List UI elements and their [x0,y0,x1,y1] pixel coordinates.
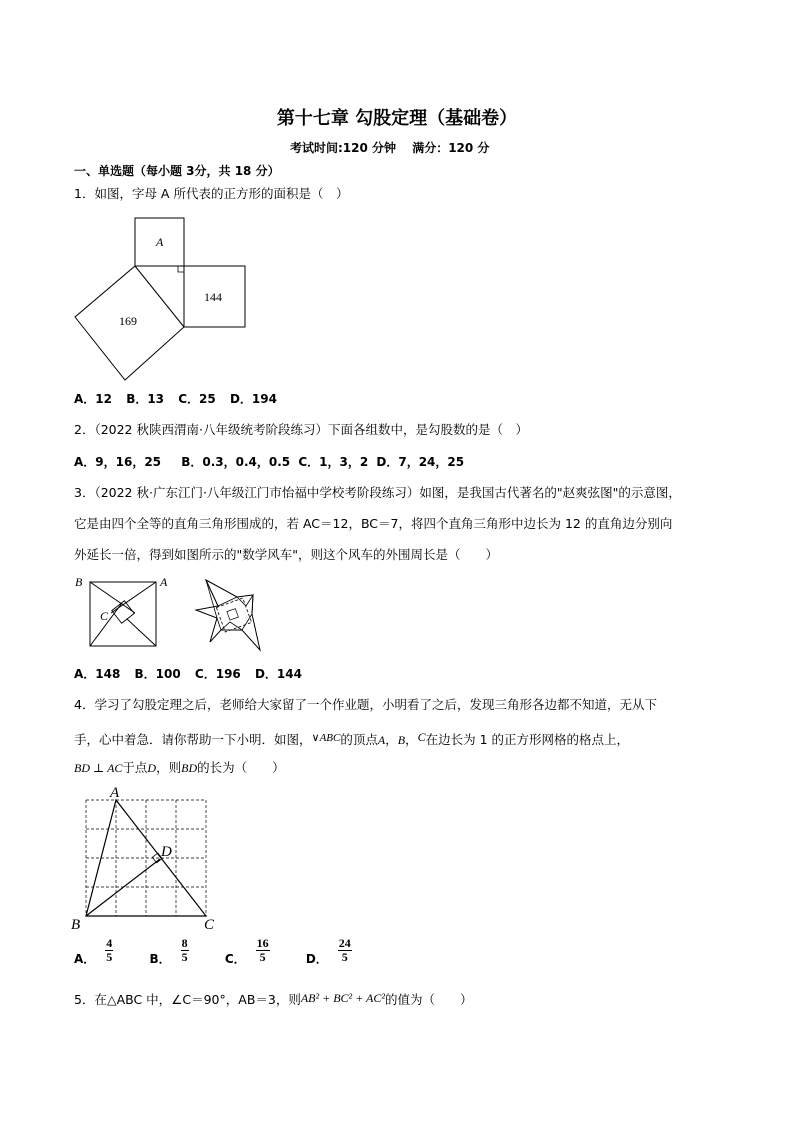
option-c[interactable]: C． $\frac{16}{5}$ [224,936,269,966]
square-a-label: A [156,235,164,249]
question-5-text: 5．在△ABC 中，∠C＝90°，AB＝3，则AB² + BC² + AC²的值为（ ） [74,991,473,1007]
square-169-label: 169 [119,314,137,328]
page-title: 第十七章 勾股定理（基础卷） [276,108,518,129]
label-a: A [160,575,168,589]
exam-info: 考试时间:120 分钟 满分：120 分 [290,141,490,155]
label-b: B [75,575,83,589]
question-3-line-2: 它是由四个全等的直角三角形围成的，若 AC＝12，BC＝7，将四个直角三角形中边长为 12 的直角边分别向 [74,516,673,531]
square-144-label: 144 [204,290,222,304]
question-4-line-1: 4．学习了勾股定理之后，老师给大家留了一个作业题，小明看了之后，发现三角形各边都不知道，无从下 [74,697,657,712]
option-b[interactable]: B．100 [134,667,181,681]
section-heading: 一、单选题（每小题 3分，共 18 分） [74,164,280,178]
option-d[interactable]: D． $\frac{24}{5}$ [305,936,351,966]
option-c[interactable]: C．25 [178,392,216,406]
option-b[interactable]: B．0.3，0.4，0.5 [181,455,291,469]
option-c[interactable]: C．1，3，2 [298,455,369,469]
question-2-options [74,453,474,470]
label-c: C [204,917,215,933]
option-a[interactable]: A． $\frac{4}{5}$ [74,936,113,966]
option-a[interactable]: A．12 [74,392,112,406]
question-3-figure [70,572,300,652]
bd-perp-ac: BD ⊥ AC [74,761,123,775]
sum-of-squares-expression: AB² + BC² + AC² [300,991,385,1005]
label-c: C [100,609,109,623]
question-3-options [74,665,312,682]
label-b: B [71,917,81,933]
label-d: D [161,844,172,860]
question-3-line-1: 3．（2022 秋·广东江门·八年级江门市怡福中学校考阶段练习）如图，是我国古代著名的"赵爽弦图"的示意图， [74,485,681,500]
option-d[interactable]: D．194 [229,392,277,406]
option-d[interactable]: D．7，24，25 [376,455,465,469]
question-3-line-3: 外延长一倍，得到如图所示的"数学风车"，则这个风车的外围周长是（ ） [74,547,499,562]
question-4-options [74,937,382,967]
question-1-figure [70,214,260,384]
label-a: A [110,785,120,801]
option-c[interactable]: C．196 [194,667,241,681]
option-a[interactable]: A．148 [74,667,121,681]
question-4-figure [68,782,228,934]
option-d[interactable]: D．144 [254,667,302,681]
option-a[interactable]: A．9，16，25 [74,455,162,469]
question-1-text: 1．如图，字母 A 所代表的正方形的面积是（ ） [74,186,349,201]
option-b[interactable]: B． $\frac{8}{5}$ [149,936,188,966]
triangle-abc: ∨ABC [311,732,341,744]
question-2-text: 2．（2022 秋陕西渭南·八年级统考阶段练习）下面各组数中，是勾股数的是（ ） [74,422,528,437]
question-1-options [74,390,287,407]
option-b[interactable]: B．13 [126,392,165,406]
question-4-line-2: 手，心中着急．请你帮助一下小明．如图，∨ABC的顶点A，B，C在边长为 1 的正方形网格的格点上， [74,730,629,747]
question-4-line-3: BD ⊥ AC于点D，则BD的长为（ ） [74,760,285,775]
